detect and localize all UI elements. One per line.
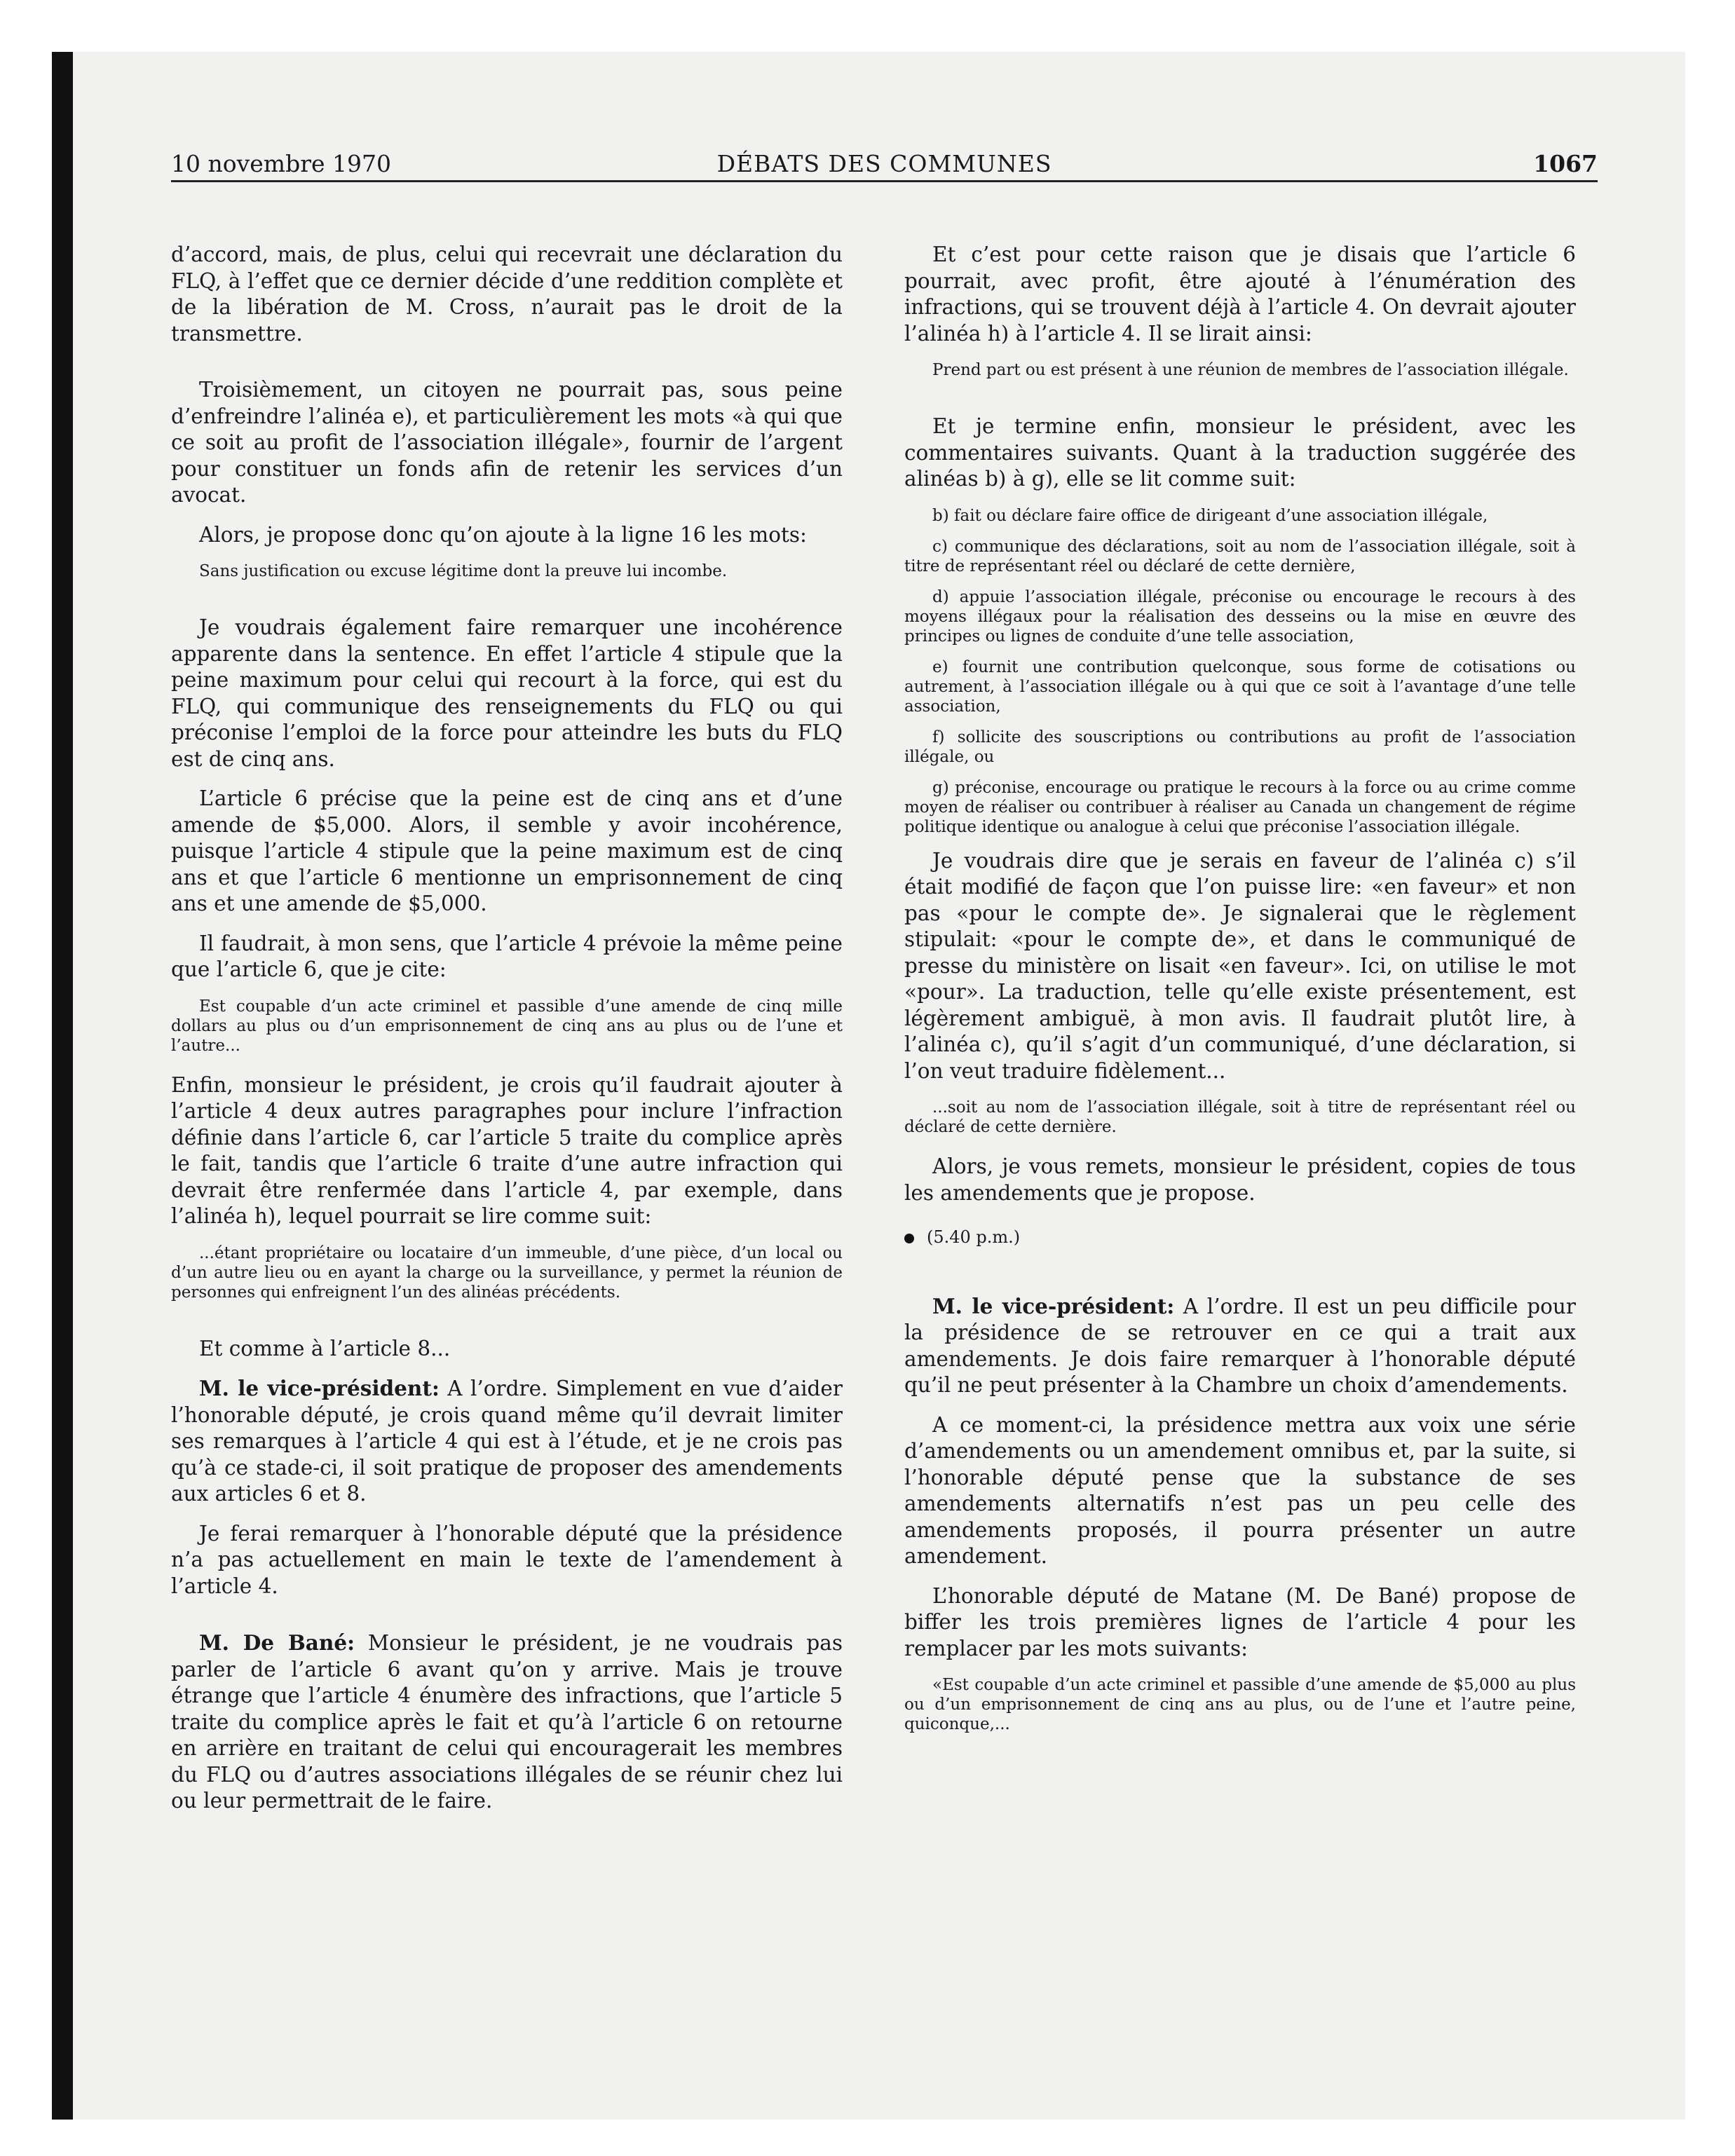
speaker-name: M. le vice-président: xyxy=(199,1376,440,1400)
speech-paragraph xyxy=(904,1293,1576,1399)
scan-border xyxy=(52,52,73,2120)
paragraph: Et comme à l’article 8... xyxy=(199,1336,451,1360)
quotation: «Est coupable d’un acte criminel et passible d’une amende de $5,000 au plus ou d’un emprisonnement de cinq ans au plus, ou de l’une et l’autre peine, quiconque,... xyxy=(904,1676,1576,1733)
list-item: g) préconise, encourage ou pratique le recours à la force ou au crime comme moyen de réaliser ou contribuer à réaliser au Canada un changement de régime politique identique ou analogue à celui que préconise l’association illégale. xyxy=(904,778,1576,836)
speaker-name: M. De Bané: xyxy=(199,1630,355,1655)
quotation: ...étant propriétaire ou locataire d’un immeuble, d’une pièce, d’un local ou d’un autre lieu ou en ayant la charge ou la surveillance, y permet la réunion de personnes qui enfreignent l’un des alinéas précédents. xyxy=(171,1243,843,1302)
paragraph: Il faudrait, à mon sens, que l’article 4 prévoie la même peine que l’article 6, que je cite: xyxy=(171,931,843,981)
list-item: b) fait ou déclare faire office de dirigeant d’une association illégale, xyxy=(932,506,1488,525)
paragraph: Troisièmement, un citoyen ne pourrait pas, sous peine d’enfreindre l’alinéa e), et particulièrement les mots «à qui que ce soit au profit de l’association illégale», fournir de l’argent pour constituer un fonds afin de retenir les services d’un avocat. xyxy=(171,378,843,507)
timestamp xyxy=(904,1224,1576,1251)
paragraph: Je ferai remarquer à l’honorable député que la présidence n’a pas actuellement en main le texte de l’amendement à l’article 4. xyxy=(171,1521,843,1598)
right-column xyxy=(904,242,1576,2036)
list-item: c) communique des déclarations, soit au nom de l’association illégale, soit à titre de représentant réel ou déclaré de cette dernière, xyxy=(904,537,1576,575)
paragraph: Alors, je vous remets, monsieur le président, copies de tous les amendements que je propose. xyxy=(904,1154,1576,1205)
paragraph: L’article 6 précise que la peine est de cinq ans et d’une amende de $5,000. Alors, il semble y avoir incohérence, puisque l’article 4 stipule que la peine maximum est de cinq ans et que l’article 6 mentionne un emprisonnement de cinq ans et une amende de $5,000. xyxy=(171,786,843,915)
quotation: Sans justification ou excuse légitime dont la preuve lui incombe. xyxy=(199,562,728,580)
left-column xyxy=(171,242,843,2036)
speech-text: A l’ordre. Il est un peu difficile pour la présidence de se retrouver en ce qui a trait aux amendements. Je dois faire remarquer à l’honorable député qu’il ne peut présenter à la Chambre un choix d’amendements. xyxy=(904,1294,1576,1397)
paragraph: Alors, je propose donc qu’on ajoute à la ligne 16 les mots: xyxy=(199,522,807,547)
paragraph: Et c’est pour cette raison que je disais que l’article 6 pourrait, avec profit, être ajouté à l’énumération des infractions, qui se trouvent déjà à l’article 4. On devrait ajouter l’alinéa h) à l’article 4. Il se lirait ainsi: xyxy=(904,243,1576,346)
paragraph: Je voudrais dire que je serais en faveur de l’alinéa c) s’il était modifié de façon que l’on puisse lire: «en faveur» et non pas «pour le compte de». Je signalerai que le règlement stipulait: «pour le compte de», et dans le communiqué de presse du ministère on lisait «en faveur». Ici, on utilise le mot «pour». La traduction, telle qu’elle existe présentement, est légèrement ambiguë, à mon avis. Il faudrait plutôt lire, à l’alinéa c), qu’il s’agit d’un communiqué, d’une déclaration, si l’on veut traduire fidèlement... xyxy=(904,848,1576,1083)
speech-paragraph xyxy=(171,1630,843,1815)
paragraph: Je voudrais également faire remarquer une incohérence apparente dans la sentence. En effet l’article 4 stipule que la peine maximum pour celui qui recourt à la force, qui est du FLQ, qui communique des renseignements du FLQ ou qui préconise l’emploi de la force pour atteindre les buts du FLQ est de cinq ans. xyxy=(171,615,843,771)
speech-text: Monsieur le président, je ne voudrais pas parler de l’article 6 avant qu’on y arrive. Mais je trouve étrange que l’article 4 énumère des infractions, que l’article 5 traite du complice après le fait et qu’à l’article 6 on retourne en arrière en traitant de celui qui encouragerait les membres du FLQ ou d’autres associations illégales de se réunir chez lui ou leur permettrait de le faire. xyxy=(171,1631,843,1813)
bullet-icon xyxy=(904,1234,914,1243)
paragraph: Et je termine enfin, monsieur le président, avec les commentaires suivants. Quant à la traduction suggérée des alinéas b) à g), elle se lit comme suit: xyxy=(904,414,1576,491)
time-text: (5.40 p.m.) xyxy=(927,1227,1021,1247)
page-number: 1067 xyxy=(1533,150,1598,177)
list-item: d) appuie l’association illégale, préconise ou encourage le recours à des moyens illégaux pour la réalisation des desseins ou la mise en œuvre des principes ou lignes de conduite d’une telle association, xyxy=(904,587,1576,646)
paragraph: Enfin, monsieur le président, je crois qu’il faudrait ajouter à l’article 4 deux autres paragraphes pour inclure l’infraction définie dans l’article 6, car l’article 5 traite du complice après le fait, tandis que l’article 6 traite d’une autre infraction qui devrait être renfermée dans l’article 4, par exemple, dans l’alinéa h), lequel pourrait se lire comme suit: xyxy=(171,1072,843,1228)
speech-paragraph xyxy=(171,1375,843,1508)
list-item: e) fournit une contribution quelconque, sous forme de cotisations ou autrement, à l’association illégale ou à qui que ce soit à l’avantage d’une telle association, xyxy=(904,657,1576,716)
quotation: ...soit au nom de l’association illégale, soit à titre de représentant réel ou déclaré de cette dernière. xyxy=(904,1098,1576,1136)
quotation: Prend part ou est présent à une réunion de membres de l’association illégale. xyxy=(932,361,1569,379)
header-title: DÉBATS DES COMMUNES xyxy=(716,150,1052,177)
list-item: f) sollicite des souscriptions ou contributions au profit de l’association illégale, ou xyxy=(904,728,1576,766)
paragraph: A ce moment-ci, la présidence mettra aux voix une série d’amendements ou un amendement omnibus et, par la suite, si l’honorable député pense que la substance de ses amendements alternatifs n’est pas un peu celle des amendements proposés, il pourra présenter un autre amendement. xyxy=(904,1412,1576,1568)
paragraph: L’honorable député de Matane (M. De Bané) propose de biffer les trois premières lignes de l’article 4 pour les remplacer par les mots suivants: xyxy=(904,1583,1576,1660)
quotation: Est coupable d’un acte criminel et passible d’une amende de cinq mille dollars au plus ou d’un emprisonnement de cinq ans au plus ou de l’une et l’autre... xyxy=(171,997,843,1055)
speech-text: A l’ordre. Simplement en vue d’aider l’honorable député, je crois quand même qu’il devrait limiter ses remarques à l’article 4 qui est à l’étude, et je ne crois pas qu’à ce stade-ci, il soit pratique de proposer des amendements aux articles 6 et 8. xyxy=(171,1377,843,1506)
header-date: 10 novembre 1970 xyxy=(171,150,391,177)
paragraph: d’accord, mais, de plus, celui qui recevrait une déclaration du FLQ, à l’effet que ce dernier décide d’une reddition complète et de la libération de M. Cross, n’aurait pas le droit de la transmettre. xyxy=(171,243,843,346)
running-header xyxy=(171,144,1598,182)
speaker-name: M. le vice-président: xyxy=(932,1293,1175,1318)
